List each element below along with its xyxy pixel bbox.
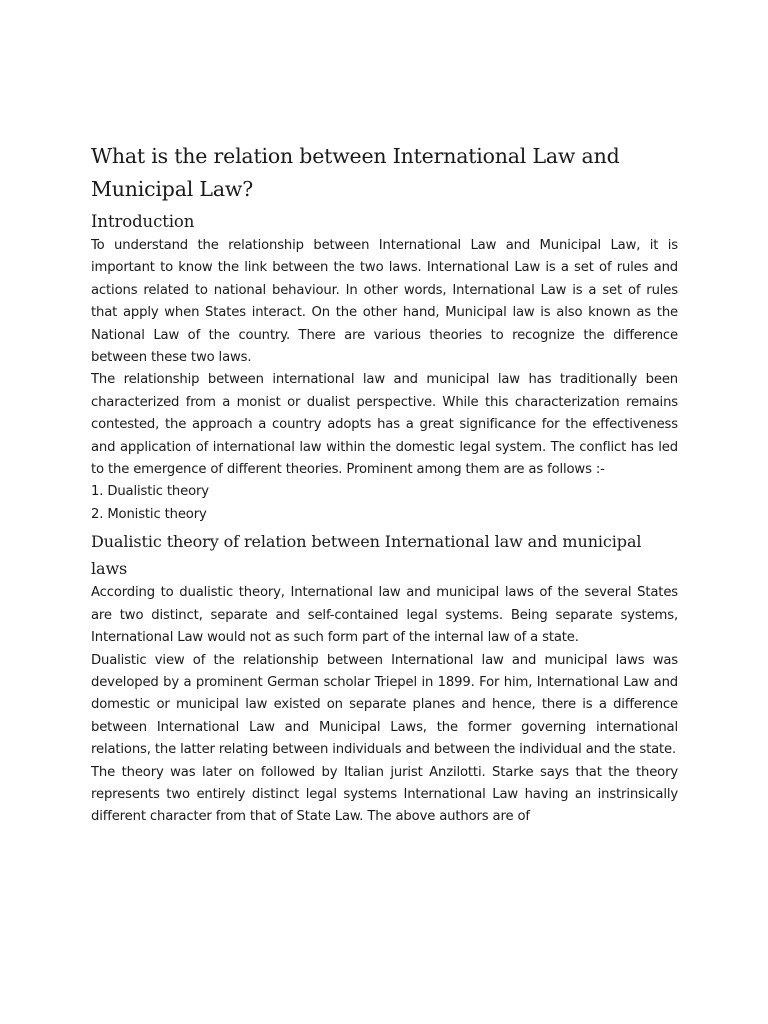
theories-list (91, 481, 678, 526)
document-page (91, 140, 678, 829)
list-item: 2. Monistic theory (91, 506, 207, 522)
dualistic-paragraph-2: Dualistic view of the relationship between International law and municipal laws was developed by a prominent German scholar Triepel in 1899. For him, International Law and domestic or municipal law existed on separate planes and hence, there is a difference between International Law and Municipal Laws, the former governing international relations, the latter relating between individuals and between the individual and the state. (91, 652, 678, 758)
intro-paragraph-1: To understand the relationship between International Law and Municipal Law, it is important to know the link between the two laws. International Law is a set of rules and actions related to national behaviour. In other words, International Law is a set of rules that apply when States interact. On the other hand, Municipal law is also known as the National Law of the country. There are various theories to recognize the difference between these two laws. (91, 238, 678, 366)
intro-paragraph-2: The relationship between international law and municipal law has traditionally been characterized from a monist or dualist perspective. While this characterization remains contested, the approach a country adopts has a great significance for the effectiveness and application of international law within the domestic legal system. The conflict has led to the emergence of different theories. Prominent among them are as follows :- (91, 372, 678, 478)
dualistic-paragraph-3: The theory was later on followed by Italian jurist Anzilotti. Starke says that the theory represents two entirely distinct legal systems International Law having an instrinsically different character from that of State Law. The above authors are of (91, 764, 678, 825)
list-item: 1. Dualistic theory (91, 484, 209, 500)
dualistic-heading: Dualistic theory of relation between International law and municipal laws (91, 532, 642, 579)
document-title: What is the relation between International Law and Municipal Law? (91, 144, 620, 201)
introduction-heading: Introduction (91, 212, 195, 231)
dualistic-paragraph-1: According to dualistic theory, International law and municipal laws of the several States are two distinct, separate and self-contained legal systems. Being separate systems, International Law would not as such form part of the internal law of a state. (91, 585, 678, 646)
